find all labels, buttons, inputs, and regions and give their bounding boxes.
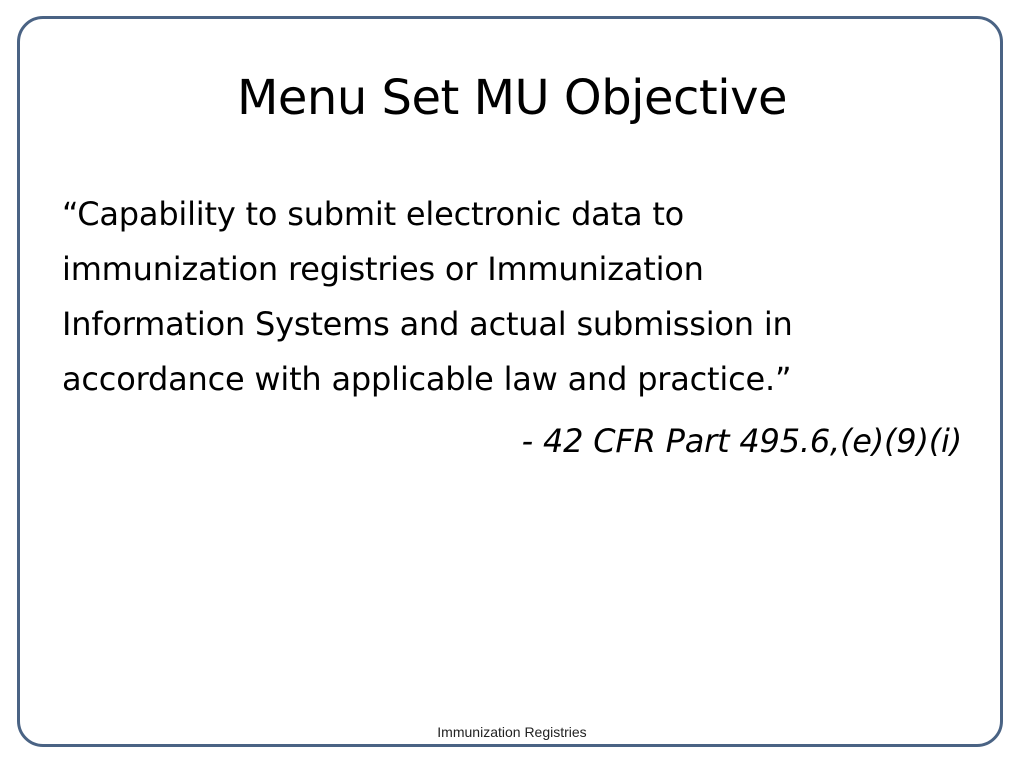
slide-title: Menu Set MU Objective [236, 70, 788, 126]
quote-body [62, 187, 962, 407]
quote-line: “Capability to submit electronic data to [62, 195, 685, 233]
slide-footer: Immunization Registries [437, 724, 587, 740]
quote-line: accordance with applicable law and practice.” [62, 360, 792, 398]
citation: - 42 CFR Part 495.6,(e)(9)(i) [521, 422, 962, 460]
quote-line: Information Systems and actual submission in [62, 305, 793, 343]
quote-line: immunization registries or Immunization [62, 250, 704, 288]
